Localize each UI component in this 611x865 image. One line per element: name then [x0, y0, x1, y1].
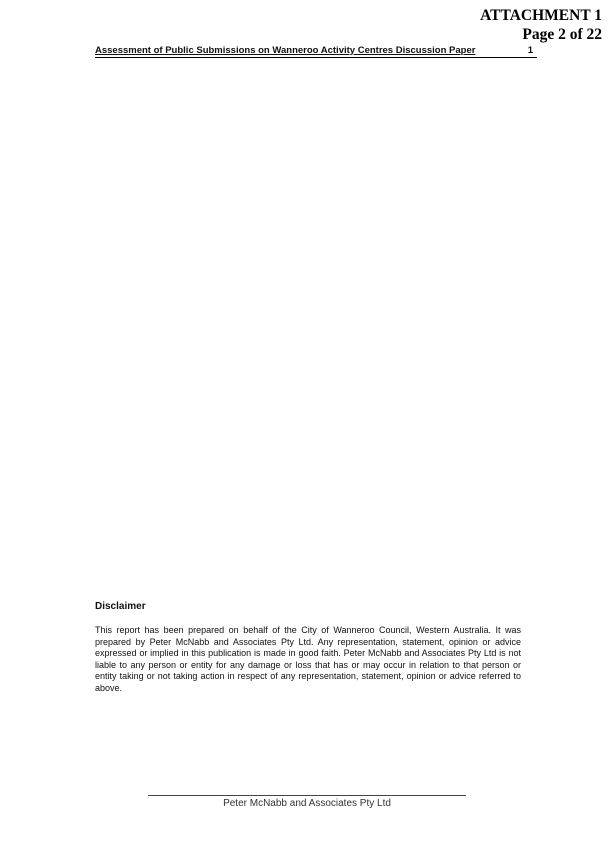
page-count-label: Page 2 of 22: [522, 26, 602, 43]
footer-divider: [148, 795, 466, 796]
footer-company-name: Peter McNabb and Associates Pty Ltd: [223, 798, 391, 809]
document-title: Assessment of Public Submissions on Wanneroo Activity Centres Discussion Paper: [95, 45, 476, 56]
attachment-stamp: [480, 6, 602, 44]
header-page-number: 1: [527, 45, 533, 56]
disclaimer-body: This report has been prepared on behalf of the City of Wanneroo Council, Western Australia. It was prepared by Peter McNabb and Associates Pty Ltd. Any representation, statement, opinion or advice expressed or implied in this publication is made in good faith. Peter McNabb and Associates Pty Ltd is not liable to any person or entity for any damage or loss that has or may occur in relation to that person or entity taking or not taking action in respect of any representation, statement, opinion or advice referred to above.: [95, 625, 521, 693]
attachment-label: ATTACHMENT 1: [480, 7, 602, 24]
document-header: [95, 45, 537, 58]
disclaimer-heading: Disclaimer: [95, 601, 146, 612]
